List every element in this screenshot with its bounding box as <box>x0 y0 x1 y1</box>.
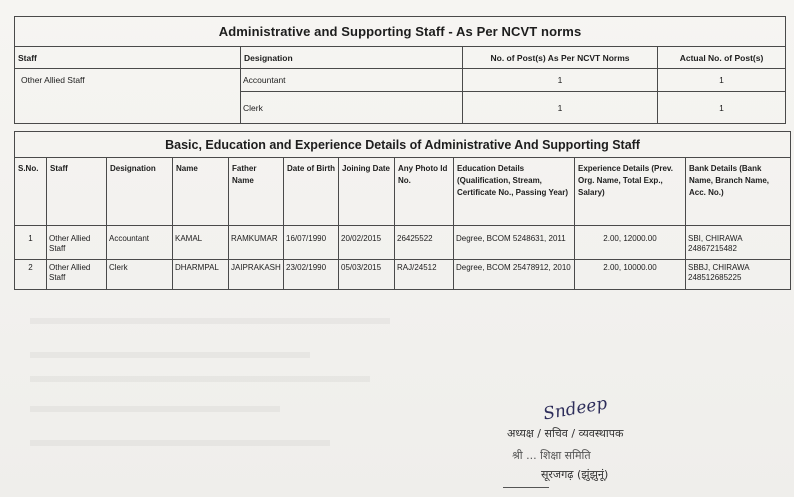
stamp-line: श्री ... शिक्षा समिति <box>512 449 591 462</box>
admin-table-header-row <box>15 47 786 69</box>
header-designation: Designation <box>241 47 463 69</box>
designation-cell: Clerk <box>107 260 173 290</box>
header-joining-date: Joining Date <box>339 158 395 226</box>
education-cell: Degree, BCOM 5248631, 2011 <box>454 226 575 260</box>
designation-cell: Clerk <box>241 92 463 124</box>
experience-cell: 2.00, 10000.00 <box>575 260 686 290</box>
signature: Sndeep <box>541 393 609 425</box>
header-bank: Bank Details (Bank Name, Branch Name, Acc. No.) <box>686 158 791 226</box>
staff-cell: Other Allied Staff <box>47 260 107 290</box>
photo-id-cell: RAJ/24512 <box>395 260 454 290</box>
dob-cell: 23/02/1990 <box>284 260 339 290</box>
bank-cell: SBI, CHIRAWA 24867215482 <box>686 226 791 260</box>
designation-cell: Accountant <box>241 69 463 92</box>
name-cell: DHARMPAL <box>173 260 229 290</box>
stamp-rule <box>503 487 549 488</box>
header-father-name: Father Name <box>229 158 284 226</box>
header-dob: Date of Birth <box>284 158 339 226</box>
sno-cell: 2 <box>15 260 47 290</box>
bleed-through-mark <box>30 406 280 412</box>
bleed-through-mark <box>30 352 310 358</box>
posts-ncvt-cell: 1 <box>463 92 658 124</box>
designation-cell: Accountant <box>107 226 173 260</box>
admin-table-title: Administrative and Supporting Staff - As Per NCVT norms <box>15 17 786 47</box>
details-table-header-row <box>15 158 791 226</box>
header-designation: Designation <box>107 158 173 226</box>
staff-cell: Other Allied Staff <box>47 226 107 260</box>
name-cell: KAMAL <box>173 226 229 260</box>
staff-group-cell: Other Allied Staff <box>15 69 241 124</box>
admin-staff-table <box>14 16 786 124</box>
table-row <box>15 69 786 92</box>
father-name-cell: JAIPRAKASH <box>229 260 284 290</box>
father-name-cell: RAMKUMAR <box>229 226 284 260</box>
posts-ncvt-cell: 1 <box>463 69 658 92</box>
posts-actual-cell: 1 <box>658 92 786 124</box>
stamp-line: सूरजगढ़ (झुंझुनूं) <box>541 468 609 481</box>
header-experience: Experience Details (Prev. Org. Name, Total Exp., Salary) <box>575 158 686 226</box>
experience-cell: 2.00, 12000.00 <box>575 226 686 260</box>
header-education: Education Details (Qualification, Stream, Certificate No., Passing Year) <box>454 158 575 226</box>
table-row <box>15 260 791 290</box>
header-posts-actual: Actual No. of Post(s) <box>658 47 786 69</box>
bleed-through-mark <box>30 440 330 446</box>
photo-id-cell: 26425522 <box>395 226 454 260</box>
staff-details-table <box>14 131 791 290</box>
header-photo-id: Any Photo Id No. <box>395 158 454 226</box>
header-sno: S.No. <box>15 158 47 226</box>
sno-cell: 1 <box>15 226 47 260</box>
stamp-line: अध्यक्ष / सचिव / व्यवस्थापक <box>507 427 624 440</box>
table-row <box>15 226 791 260</box>
header-staff: Staff <box>47 158 107 226</box>
header-posts-ncvt: No. of Post(s) As Per NCVT Norms <box>463 47 658 69</box>
bleed-through-mark <box>30 318 390 324</box>
education-cell: Degree, BCOM 25478912, 2010 <box>454 260 575 290</box>
joining-date-cell: 05/03/2015 <box>339 260 395 290</box>
joining-date-cell: 20/02/2015 <box>339 226 395 260</box>
dob-cell: 16/07/1990 <box>284 226 339 260</box>
header-staff: Staff <box>15 47 241 69</box>
posts-actual-cell: 1 <box>658 69 786 92</box>
bank-cell: SBBJ, CHIRAWA 248512685225 <box>686 260 791 290</box>
header-name: Name <box>173 158 229 226</box>
bleed-through-mark <box>30 376 370 382</box>
details-table-title: Basic, Education and Experience Details of Administrative And Supporting Staff <box>15 132 791 158</box>
